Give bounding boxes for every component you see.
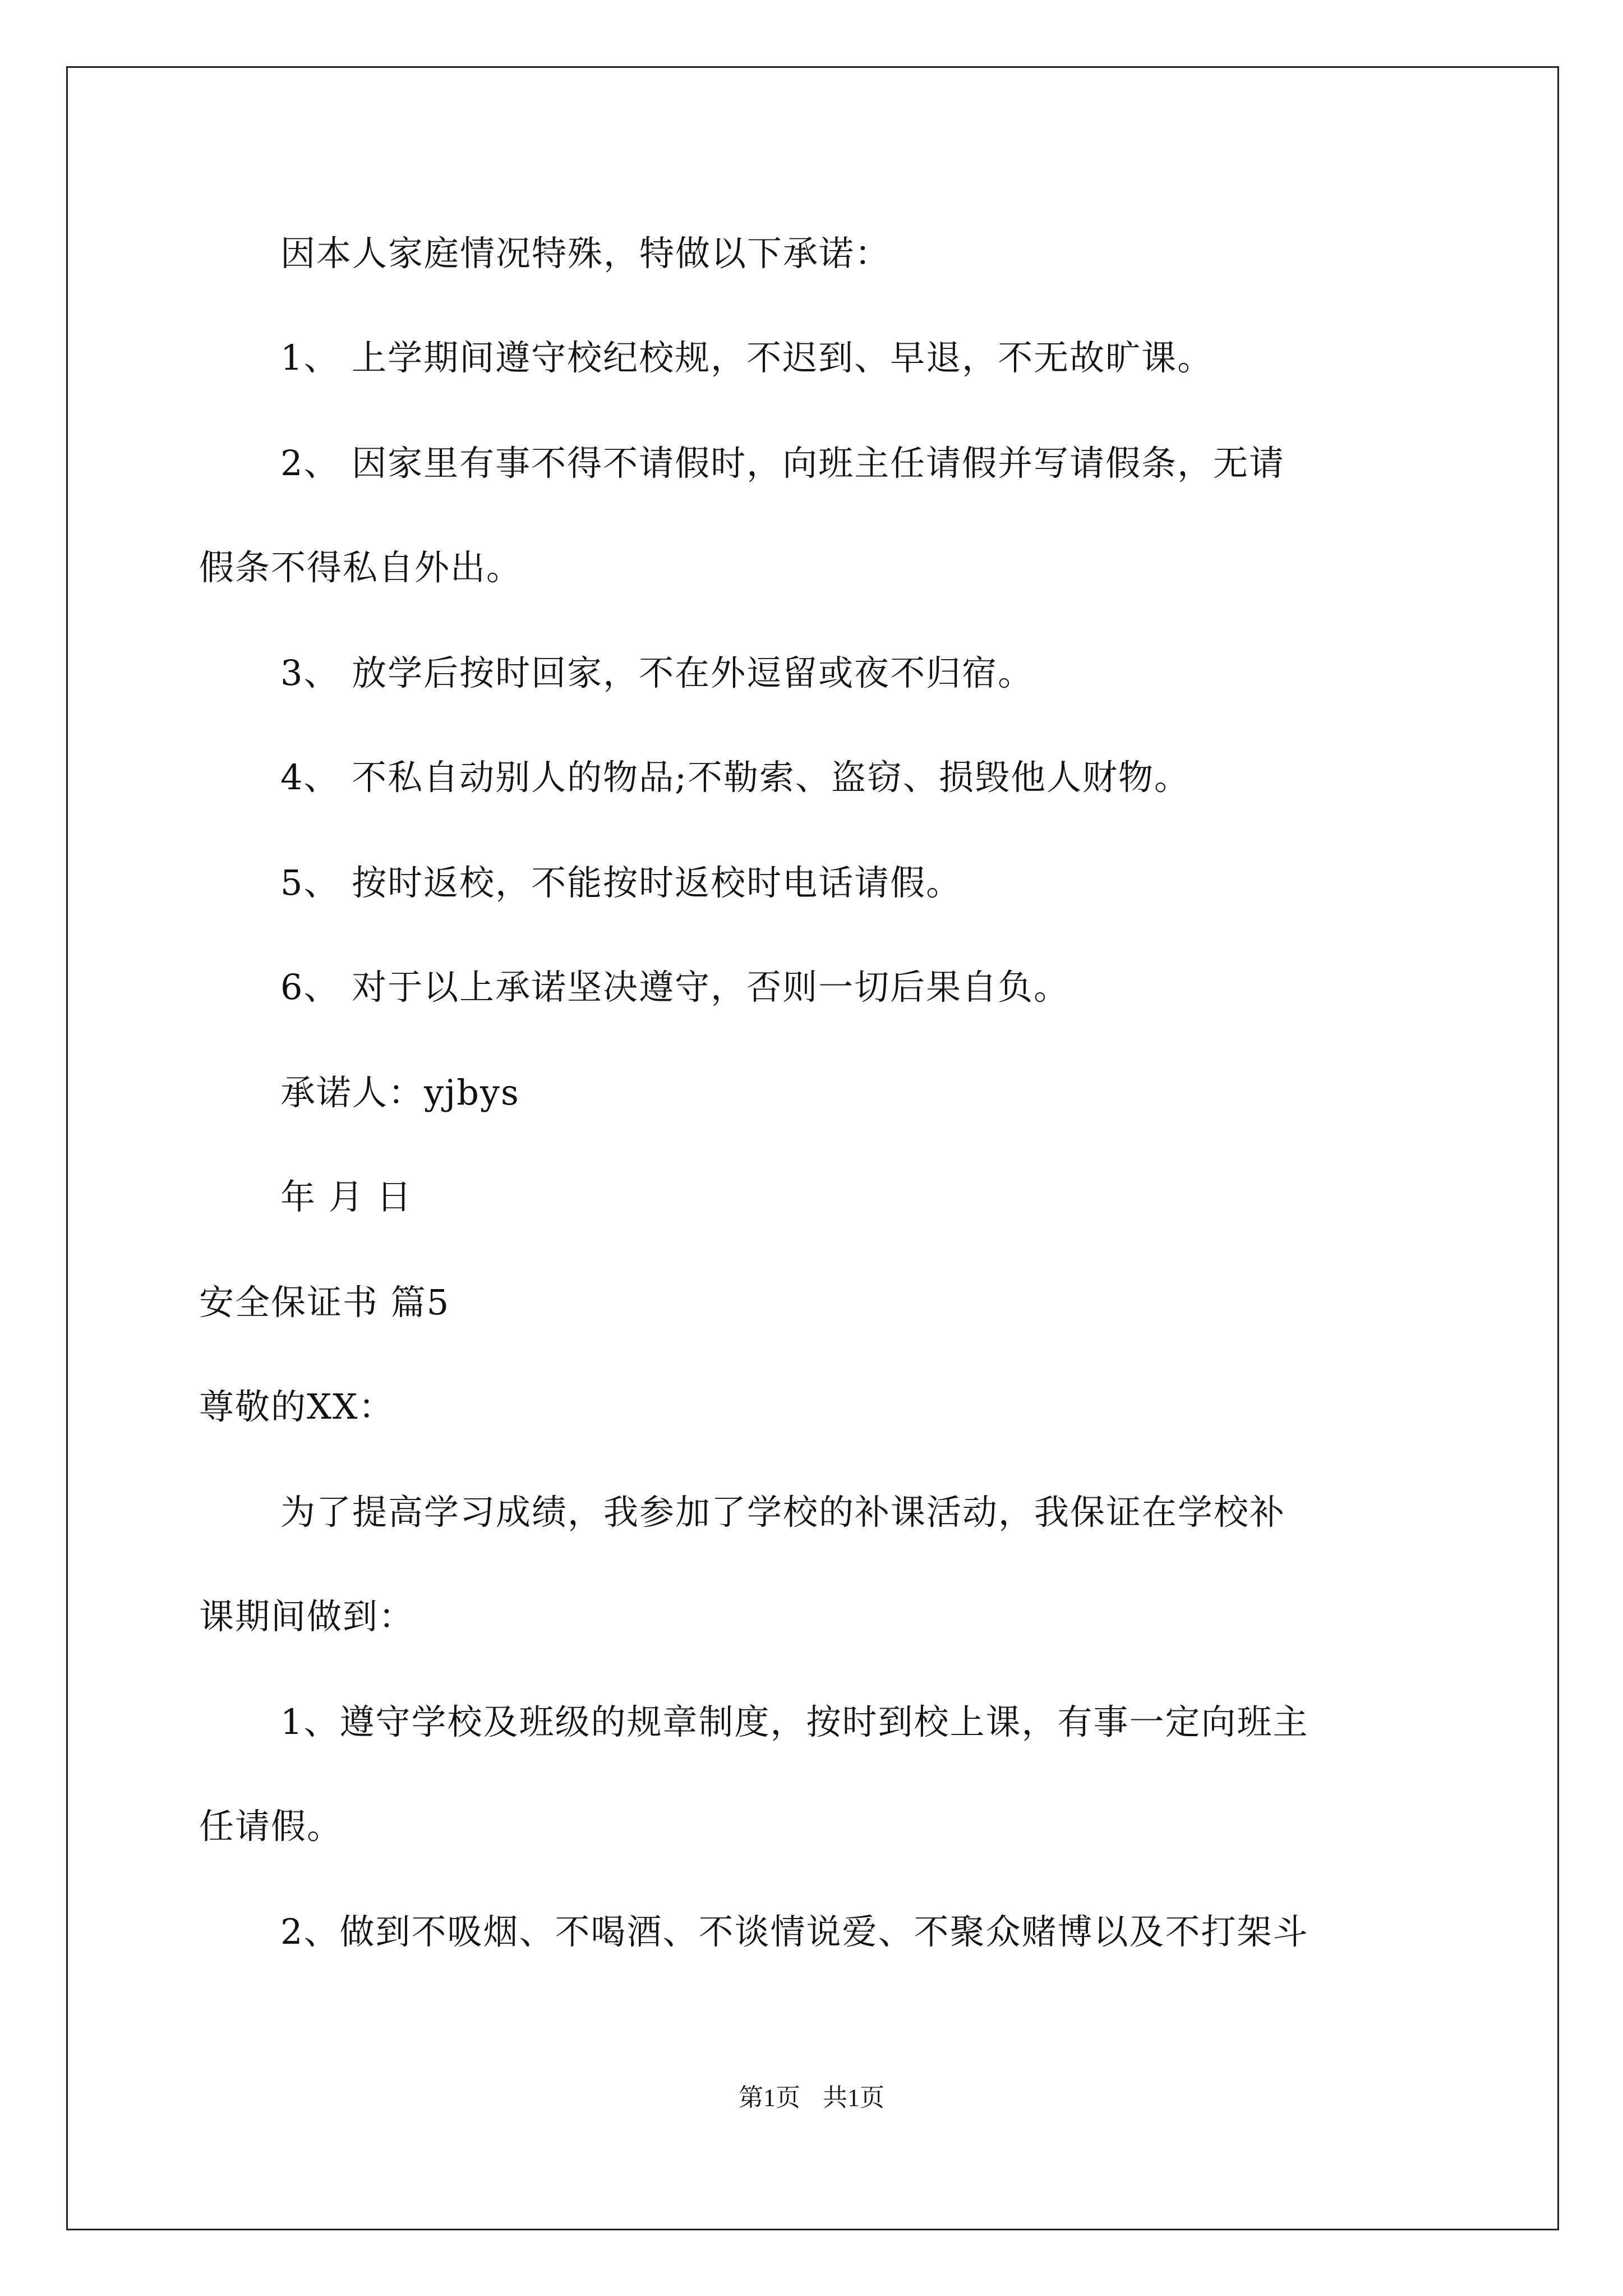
date-line: 年 月 日 — [280, 1176, 413, 1217]
signer-line: 承诺人：yjbys — [280, 1072, 520, 1113]
page-frame — [66, 66, 1559, 2230]
rule-item-1: 1、遵守学校及班级的规章制度，按时到校上课，有事一定向班主 — [280, 1701, 1309, 1742]
page-number-total: 共1页 — [823, 2084, 884, 2111]
rule-item-1-continued: 任请假。 — [199, 1806, 343, 1847]
promise-item-1: 1、 上学期间遵守校纪校规，不迟到、早退，不无故旷课。 — [280, 337, 1214, 378]
paragraph-purpose-continued: 课期间做到： — [199, 1596, 415, 1637]
promise-item-5: 5、 按时返校，不能按时返校时电话请假。 — [280, 862, 962, 903]
page-number-current: 第1页 — [739, 2084, 800, 2111]
promise-item-3: 3、 放学后按时回家，不在外逗留或夜不归宿。 — [280, 652, 1034, 693]
section-heading: 安全保证书 篇5 — [199, 1282, 450, 1323]
salutation: 尊敬的XX： — [199, 1386, 395, 1427]
promise-item-6: 6、 对于以上承诺坚决遵守，否则一切后果自负。 — [280, 967, 1070, 1007]
paragraph-intro: 因本人家庭情况特殊，特做以下承诺： — [280, 233, 891, 274]
page-footer — [0, 2082, 1623, 2114]
paragraph-purpose: 为了提高学习成绩，我参加了学校的补课活动，我保证在学校补 — [280, 1492, 1286, 1533]
promise-item-2: 2、 因家里有事不得不请假时，向班主任请假并写请假条，无请 — [280, 443, 1285, 484]
promise-item-2-continued: 假条不得私自外出。 — [199, 547, 523, 588]
promise-item-4: 4、 不私自动别人的物品;不勒索、盗窃、损毁他人财物。 — [280, 757, 1191, 798]
rule-item-2: 2、做到不吸烟、不喝酒、不谈情说爱、不聚众赌博以及不打架斗 — [280, 1911, 1309, 1952]
